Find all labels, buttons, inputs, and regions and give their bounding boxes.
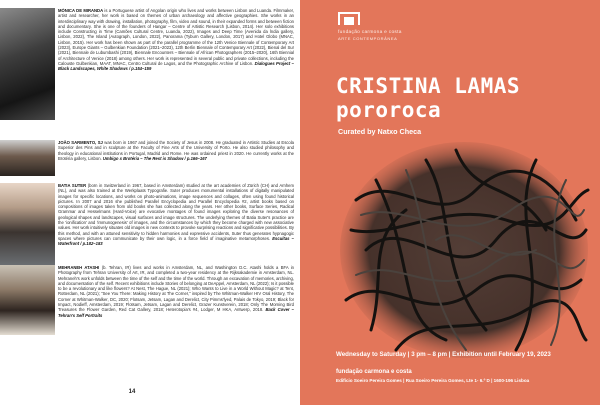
- artist-portrait-image: [0, 265, 55, 335]
- artist-name: CRISTINA LAMAS: [336, 74, 521, 98]
- artist-portrait-image: [0, 8, 55, 120]
- artist-bio: [0, 265, 300, 335]
- bio-body: was born in 1967 and joined the Society of Jesus in 2008. He graduated in Artistic Studies at Escola Superior des Pins and in sculpture at the Faculty of Fine Arts of the University of Porto. He also studied philosophy and theology in educational institutions in Portugal, Madrid and Rome. He was ordained priest in 2020. He currently works at the Brotéria gallery, Lisbon.: [58, 140, 294, 161]
- bio-body: (b. Tehran, IR) lives and works in Amsterdam, NL, and Washington D.C. Atashi holds a BFA in Photography from Tehran University of Art, IR, and completed a two-year residency at the Rijksakademie in Amsterdam, NL. Mehraneh's work unfolds between the time of the self and the time of the world. Through an excavation of memories, archiving, and documentation of the self. Recent exhibitions include Stories of belonging at DeAppel, Amsterdam, NL (2022); Is it possible to be a revolutionary and like flowers? At Nest, The Hague, NL (2021); Who Wants to Live in a World Without Magic? at Tent, Rotterdam, NL (2021); "See You There: Making History at The Corner," inspired by The Whitman-Walker HIV Oral History, The Corner at Whitman-Walker, DC, 2020; Flotsam, Jetsam, Lagan and Derelict, City Pimms'lyed, Palais de Tokyo, 2019; Black for Impact, Nodieff, Amsterdam, 2019; Flotsam, Jetsam, Lagan and Derelict, Grazer Kunstverein, 2018; Only The Morning Bird Treasures the Flower Garden, Red Cat Gallery, 2018; Heterotopia's #4, Lodger, M HKA, Antwerp, 2018.: [58, 265, 294, 313]
- artist-bio: [0, 140, 300, 176]
- bio-text: [58, 140, 294, 161]
- artwork-image: [336, 140, 592, 362]
- curator-credit: Curated by Natxo Checa: [338, 127, 422, 136]
- artist-bio: [0, 183, 300, 265]
- exhibition-name: pororoca: [336, 98, 442, 122]
- venue-address: Edifício Soeiro Pereira Gomes | Rua Soeiro Pereira Gomes, Lte 1- 6.º D | 1600-196 Lisboa: [336, 378, 530, 383]
- bio-reference: Umbigo x Brotéria – The Rest is Shadow / p.166–167: [101, 155, 207, 161]
- bio-reference: Dialogues Project – Black Landscapes, White Shadows / p.154–159: [58, 60, 294, 72]
- bio-name: MÓNICA DE MIRANDA: [58, 8, 104, 13]
- bio-reference: Back Cover – Tehran's Self Portraits: [58, 307, 294, 318]
- artist-bio: [0, 8, 300, 120]
- artist-portrait-image: [0, 183, 55, 265]
- opening-hours-dates: Wednesday to Saturday | 3 pm – 8 pm | Exhibition until February 19, 2023: [336, 351, 551, 358]
- bio-text: [58, 8, 294, 72]
- bio-text: [58, 265, 294, 318]
- bio-name: MEHRANEH ATASHI: [58, 265, 100, 270]
- right-page-poster: [300, 0, 600, 405]
- bio-reference: Escuitas – Waterfront / p.182–183: [58, 235, 294, 247]
- foundation-logo-text: [338, 30, 402, 41]
- bio-text: [58, 183, 294, 247]
- logo-name: fundação carmona e costa: [338, 30, 402, 35]
- exhibition-title: [336, 74, 586, 122]
- bio-body: (born in Switzerland in 1967, based in Amsterdam) studied at the art academies of Zürich (CH) and Arnhem (NL), and was also trained at the Werkplaats Typografie. Suter produces monumental installations of digitally manipulated images for specific locations, and works on photo-animations, image sequences and collages, often using found historical pictures. In 2007 and 2016 she published Parallel Encyclopedia and Parallel Encyclopedia #2, artist books based on compositions of images taken from old books she has collected along the years. Her other books, Surface Series, Radical Grammar and Hesselmans (Hard-Voice) are evocative montages of found images exploring the diverse resonances of geological shapes and landscapes, visual surfaces and image structures. The underlying themes of Batia Suter's practice are the 'ionification' and 'immunogenesis' of images, and the circumstances by which they become charged with new associative values. Her work intuitively situates old images in new contexts to provoke surprising reactions and significative possibilities. By this method, and with an attuned sensitivity to hidden harmonies and expressive accidents, Suter thus generates hypnagogic spaces where pictures can communicate by their own logic, in a force field of imaginative metamorphoses.: [58, 183, 294, 241]
- bio-name: JOÃO SARMENTO, SJ: [58, 140, 103, 145]
- page-number: 14: [128, 389, 136, 395]
- bio-name: BATIA SUTER: [58, 183, 87, 188]
- bio-body: is a Portuguese artist of Angolan origin who lives and works between Lisbon and Luanda. Filmmaker, artist and researcher, her work is based on themes of urban archaeology and affective geographies. She works in an interdisciplinary way with drawing, installation, photography, film, video and sound, in their expanded forms and between fiction and documentary. She is one of the founders of Hangar – Centre of Artistic Research (Lisbon, 2014). Her solo exhibitions include Constructing in Time (Camões Cultural Centre, Luanda, 2022), Images and Deep Time (Avenida da Índia gallery, Lisbon, 2022), The Island (Autograph, London, 2022), Panorama (Tyburn Gallery, London, 2017) and Hotel Globo (MNAC, Lisbon, 2015). Her work has been shown as part of the parallel programme of the 12th Venice Biennale of Contemporary Art (2023), Europe Giants – Gulbenkian Foundation (2021–2023), 12th Berlin Biennale of Contemporary Art (2022), Bienal del Sur (2021), Biennale de Lubumbashi (2019), Biennale Encounters – Biennale of African Photographers (2015–2020), 16th Biennial of Architecture of Venice (2018) among others. Her work is represented in several public and private collections, including the Calouste Gulbenkian, MAAT, MNAC, Centro Cultural de Lagos, and the Photographic Archive of Lisbon.: [58, 8, 294, 66]
- logo-subtitle: ARTE CONTEMPORÂNEA: [338, 35, 398, 41]
- artist-portrait-image: [0, 140, 55, 176]
- venue-name: fundação carmona e costa: [336, 369, 412, 375]
- foundation-logo-icon: [338, 12, 360, 26]
